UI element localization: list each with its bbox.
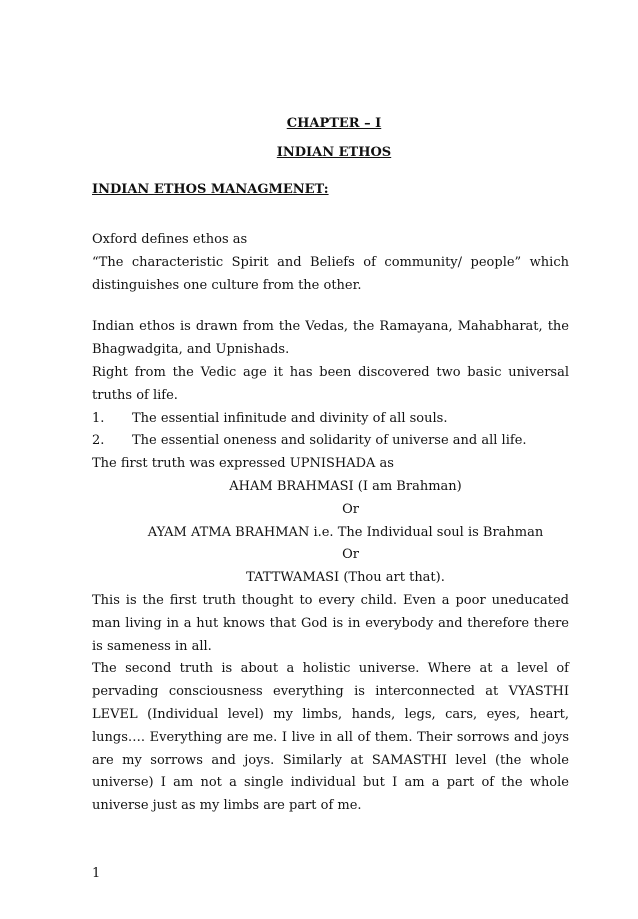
list-item-text: The essential oneness and solidarity of universe and all life. (132, 433, 527, 449)
or-separator: Or (342, 501, 359, 517)
section-heading: INDIAN ETHOS MANAGMENET: (92, 182, 329, 197)
chapter-title: INDIAN ETHOS (276, 145, 392, 160)
page-number: 1 (92, 866, 101, 881)
paragraph-first-truth-child: This is the first truth thought to every child. Even a poor uneducated man living in a hut knows that God is in everybody and therefore there is sameness in all. (92, 592, 569, 654)
paragraph-first-truth: The first truth was expressed UPNISHADA as (92, 456, 394, 472)
or-separator: Or (342, 547, 359, 563)
paragraph-vedas: Indian ethos is drawn from the Vedas, the Ramayana, Mahabharat, the Bhagwadgita, and Upnishads. (92, 319, 569, 358)
list-item-truth-1 (92, 408, 569, 431)
list-item-number: 2. (92, 433, 105, 449)
chapter-heading: CHAPTER – I (286, 116, 382, 131)
paragraph-oxford-definition: “The characteristic Spirit and Beliefs of community/ people” which distinguishes one culture from the other. (92, 254, 569, 293)
list-item-text: The essential infinitude and divinity of all souls. (132, 410, 448, 426)
mantra-aham-brahmasi: AHAM BRAHMASI (I am Brahman) (229, 478, 462, 494)
list-item-number: 1. (92, 410, 105, 426)
list-item-truth-2 (92, 430, 569, 453)
paragraph-second-truth: The second truth is about a holistic universe. Where at a level of pervading consciousness everything is interconnected at VYASTHI LEVEL (Individual level) my limbs, hands, legs, cars, eyes, heart, lungs…. Everything are me. I live in all of them. Their sorrows and joys are my sorrows and joys. Similarly at SAMASTHI level (the whole universe) I am not a single individual but I am a part of the whole universe just as my limbs are part of me. (92, 661, 569, 814)
body-text (92, 229, 569, 818)
mantra-ayam-atma: AYAM ATMA BRAHMAN i.e. The Individual soul is Brahman (147, 524, 544, 540)
paragraph-gap (92, 297, 569, 316)
paragraph-vedic-age: Right from the Vedic age it has been discovered two basic universal truths of life. (92, 364, 569, 403)
mantra-tattwamasi: TATTWAMASI (Thou art that). (246, 570, 445, 586)
paragraph-oxford-intro: Oxford defines ethos as (92, 232, 248, 247)
